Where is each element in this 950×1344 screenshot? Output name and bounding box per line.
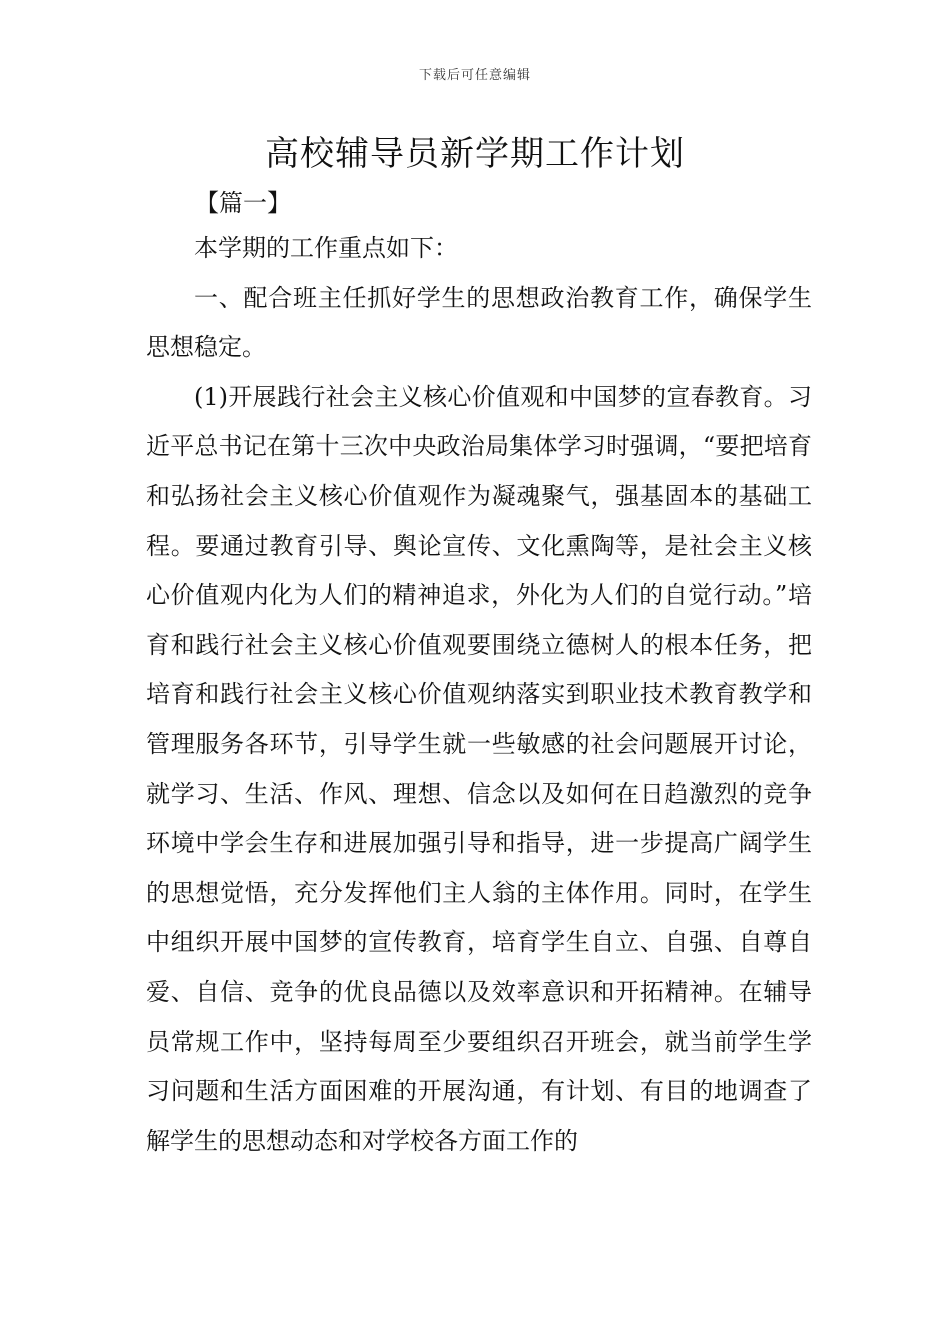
body-text xyxy=(146,224,812,1166)
paragraph: 本学期的工作重点如下： xyxy=(194,234,458,262)
section-label: 【篇一】 xyxy=(195,189,291,217)
document-title: 高校辅导员新学期工作计划 xyxy=(265,134,685,174)
paragraph: (1)开展践行社会主义核心价值观和中国梦的宣春教育。习近平总书记在第十三次中央政治局集体学习时强调，“要把培育和弘扬社会主义核心价值观作为凝魂聚气，强基固本的基础工程。要通过教育引导、舆论宣传、文化熏陶等，是社会主义核心价值观内化为人们的精神追求，外化为人们的自觉行动。”培育和践行社会主义核心价值观要围绕立德树人的根本任务，把培育和践行社会主义核心价值观纳落实到职业技术教育教学和管理服务各环节，引导学生就一些敏感的社会问题展开讨论，就学习、生活、作风、理想、信念以及如何在日趋激烈的竞争环境中学会生存和进展加强引导和指导，进一步提高广阔学生的思想觉悟，充分发挥他们主人翁的主体作用。同时，在学生中组织开展中国梦的宣传教育，培育学生自立、自强、自尊自爱、自信、竞争的优良品德以及效率意识和开拓精神。在辅导员常规工作中，坚持每周至少要组织召开班会，就当前学生学习问题和生活方面困难的开展沟通，有计划、有目的地调查了解学生的思想动态和对学校各方面工作的 xyxy=(146,382,812,1155)
paragraph: 一、配合班主任抓好学生的思想政治教育工作，确保学生思想稳定。 xyxy=(146,283,812,362)
header-note: 下载后可任意编辑 xyxy=(418,68,531,83)
